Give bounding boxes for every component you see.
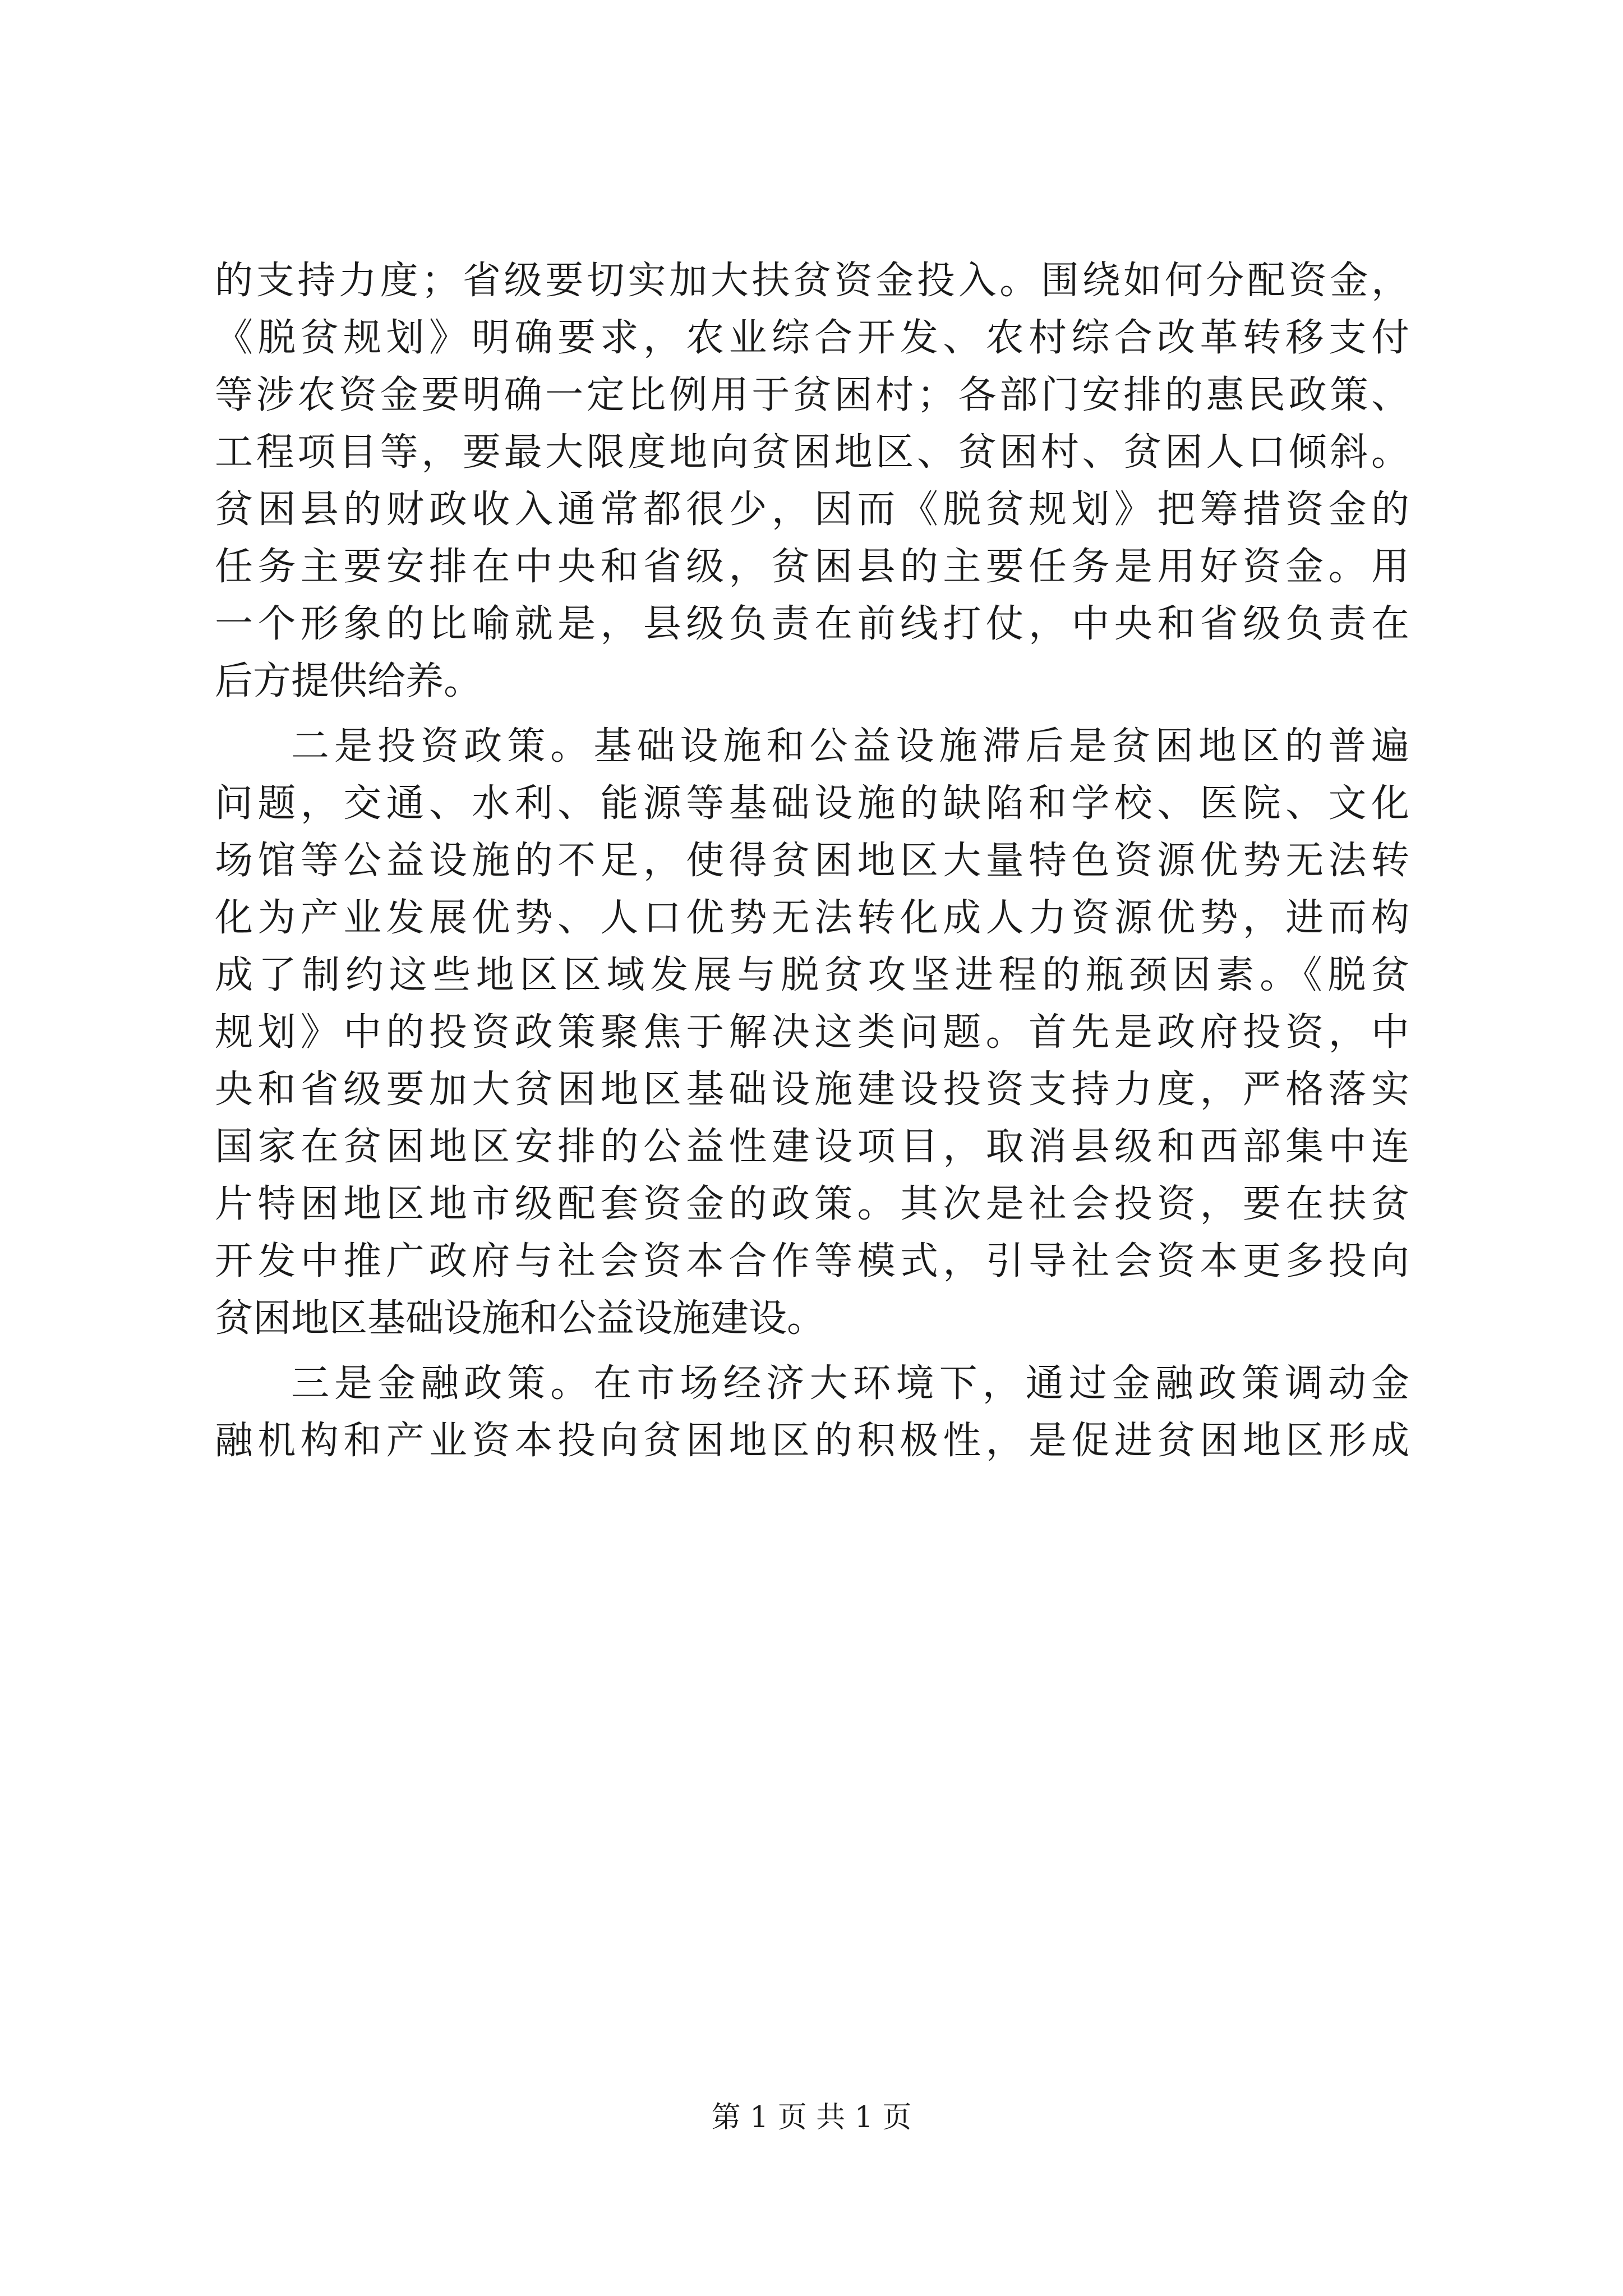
- text-line: 化为产业发展优势、人口优势无法转化成人力资源优势，进而构: [215, 896, 1409, 940]
- text-line: 融机构和产业资本投向贫困地区的积极性，是促进贫困地区形成: [215, 1419, 1409, 1463]
- text-line: 场馆等公益设施的不足，使得贫困地区大量特色资源优势无法转: [215, 839, 1409, 883]
- text-line: 问题，交通、水利、能源等基础设施的缺陷和学校、医院、文化: [215, 781, 1409, 826]
- text-line: 成了制约这些地区区域发展与脱贫攻坚进程的瓶颈因素。《脱贫: [215, 953, 1409, 997]
- text-line: 规划》中的投资政策聚焦于解决这类问题。首先是政府投资，中: [215, 1010, 1409, 1055]
- text-line: 《脱贫规划》明确要求，农业综合开发、农村综合改革转移支付: [215, 316, 1409, 360]
- text-line: 开发中推广政府与社会资本合作等模式，引导社会资本更多投向: [215, 1239, 1409, 1283]
- text-line: 一个形象的比喻就是，县级负责在前线打仗，中央和省级负责在: [215, 602, 1409, 646]
- text-line: 贫困县的财政收入通常都很少，因而《脱贫规划》把筹措资金的: [215, 487, 1409, 532]
- text-line: 的支持力度；省级要切实加大扶贫资金投入。围绕如何分配资金，: [215, 259, 1409, 303]
- paragraph-gap: [215, 1347, 1409, 1355]
- text-line: 后方提供给养。: [215, 659, 482, 703]
- text-line: 三是金融政策。在市场经济大环境下，通过金融政策调动金: [291, 1361, 1409, 1406]
- text-line: 二是投资政策。基础设施和公益设施滞后是贫困地区的普遍: [291, 724, 1409, 769]
- document-body: [215, 252, 1409, 1470]
- text-line: 国家在贫困地区安排的公益性建设项目，取消县级和西部集中连: [215, 1125, 1409, 1169]
- text-line: 任务主要安排在中央和省级，贫困县的主要任务是用好资金。用: [215, 545, 1409, 589]
- page-footer: 第 1 页 共 1 页: [711, 2101, 912, 2134]
- text-line: 片特困地区地市级配套资金的政策。其次是社会投资，要在扶贫: [215, 1182, 1409, 1226]
- text-line: 央和省级要加大贫困地区基础设施建设投资支持力度，严格落实: [215, 1068, 1409, 1112]
- text-line: 工程项目等，要最大限度地向贫困地区、贫困村、贫困人口倾斜。: [215, 430, 1409, 475]
- text-line: 贫困地区基础设施和公益设施建设。: [215, 1296, 826, 1341]
- paragraph-gap: [215, 710, 1409, 718]
- text-line: 等涉农资金要明确一定比例用于贫困村；各部门安排的惠民政策、: [215, 373, 1409, 417]
